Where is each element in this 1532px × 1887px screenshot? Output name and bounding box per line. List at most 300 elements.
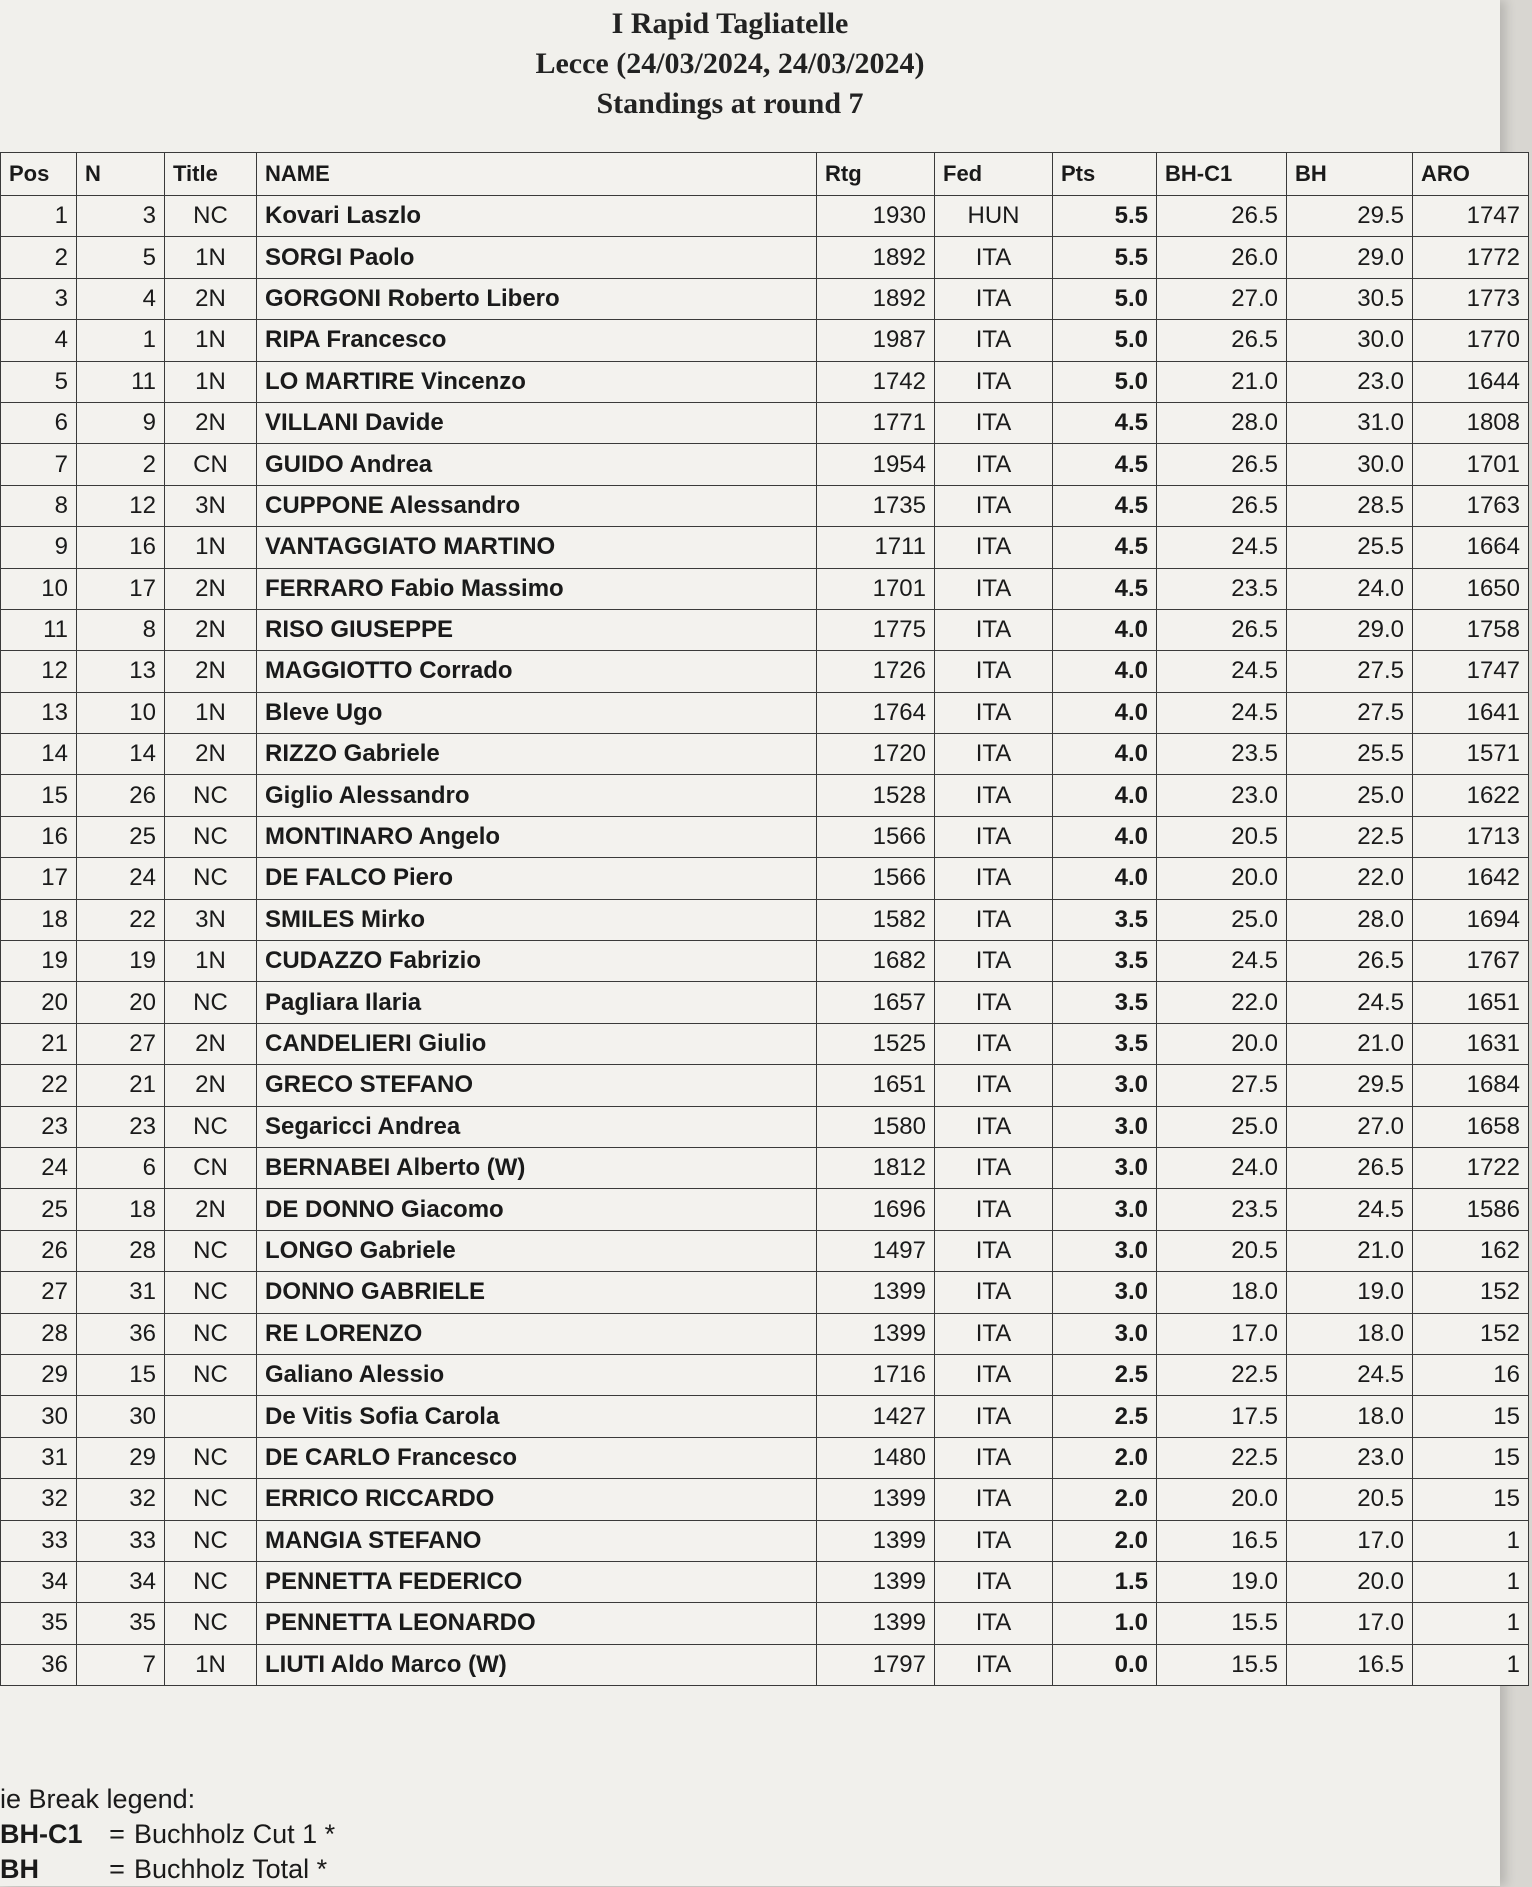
cell-bh: 28.0 bbox=[1287, 899, 1413, 940]
cell-fed: ITA bbox=[935, 237, 1053, 278]
cell-name: FERRARO Fabio Massimo bbox=[257, 568, 817, 609]
cell-pos: 5 bbox=[1, 361, 77, 402]
table-row bbox=[1, 982, 1529, 1023]
col-header-pos: Pos bbox=[1, 153, 77, 196]
cell-pts: 3.0 bbox=[1053, 1230, 1157, 1271]
cell-name: DE DONNO Giacomo bbox=[257, 1189, 817, 1230]
cell-name: VANTAGGIATO MARTINO bbox=[257, 527, 817, 568]
cell-n: 24 bbox=[77, 858, 165, 899]
cell-bh-c1: 22.5 bbox=[1157, 1437, 1287, 1478]
cell-n: 33 bbox=[77, 1520, 165, 1561]
cell-fed: ITA bbox=[935, 609, 1053, 650]
legend-item bbox=[0, 1852, 335, 1887]
cell-aro: 15 bbox=[1413, 1396, 1529, 1437]
cell-pts: 2.5 bbox=[1053, 1396, 1157, 1437]
table-row bbox=[1, 1396, 1529, 1437]
cell-aro: 162 bbox=[1413, 1230, 1529, 1271]
cell-pos: 31 bbox=[1, 1437, 77, 1478]
cell-fed: ITA bbox=[935, 1189, 1053, 1230]
cell-n: 22 bbox=[77, 899, 165, 940]
table-row bbox=[1, 1437, 1529, 1478]
cell-pos: 27 bbox=[1, 1272, 77, 1313]
cell-rtg: 1682 bbox=[817, 941, 935, 982]
cell-name: DONNO GABRIELE bbox=[257, 1272, 817, 1313]
cell-fed: ITA bbox=[935, 734, 1053, 775]
cell-rtg: 1726 bbox=[817, 651, 935, 692]
cell-n: 35 bbox=[77, 1603, 165, 1644]
col-header-aro: ARO bbox=[1413, 153, 1529, 196]
cell-fed: ITA bbox=[935, 444, 1053, 485]
col-header-title: Title bbox=[165, 153, 257, 196]
cell-title bbox=[165, 1396, 257, 1437]
cell-bh: 29.0 bbox=[1287, 237, 1413, 278]
cell-aro: 1 bbox=[1413, 1561, 1529, 1602]
cell-title: 2N bbox=[165, 1023, 257, 1064]
cell-name: GORGONI Roberto Libero bbox=[257, 278, 817, 319]
cell-bh: 23.0 bbox=[1287, 361, 1413, 402]
cell-bh: 27.5 bbox=[1287, 692, 1413, 733]
cell-n: 23 bbox=[77, 1106, 165, 1147]
cell-pts: 3.5 bbox=[1053, 899, 1157, 940]
cell-pts: 5.5 bbox=[1053, 196, 1157, 237]
cell-rtg: 1701 bbox=[817, 568, 935, 609]
cell-pts: 4.5 bbox=[1053, 444, 1157, 485]
cell-n: 16 bbox=[77, 527, 165, 568]
cell-rtg: 1892 bbox=[817, 237, 935, 278]
table-row bbox=[1, 527, 1529, 568]
table-row bbox=[1, 1520, 1529, 1561]
cell-n: 34 bbox=[77, 1561, 165, 1602]
cell-bh-c1: 27.5 bbox=[1157, 1065, 1287, 1106]
cell-pts: 4.0 bbox=[1053, 609, 1157, 650]
cell-bh-c1: 20.5 bbox=[1157, 816, 1287, 857]
cell-pos: 4 bbox=[1, 320, 77, 361]
cell-rtg: 1892 bbox=[817, 278, 935, 319]
cell-pts: 4.5 bbox=[1053, 485, 1157, 526]
table-row bbox=[1, 568, 1529, 609]
cell-name: CANDELIERI Giulio bbox=[257, 1023, 817, 1064]
table-row bbox=[1, 1479, 1529, 1520]
cell-name: GUIDO Andrea bbox=[257, 444, 817, 485]
cell-n: 17 bbox=[77, 568, 165, 609]
cell-n: 11 bbox=[77, 361, 165, 402]
cell-rtg: 1399 bbox=[817, 1603, 935, 1644]
cell-pts: 4.0 bbox=[1053, 734, 1157, 775]
cell-aro: 1 bbox=[1413, 1603, 1529, 1644]
cell-aro: 1651 bbox=[1413, 982, 1529, 1023]
cell-name: RISO GIUSEPPE bbox=[257, 609, 817, 650]
table-row bbox=[1, 899, 1529, 940]
cell-name: LONGO Gabriele bbox=[257, 1230, 817, 1271]
cell-bh-c1: 23.5 bbox=[1157, 1189, 1287, 1230]
cell-bh-c1: 17.5 bbox=[1157, 1396, 1287, 1437]
cell-bh: 23.0 bbox=[1287, 1437, 1413, 1478]
cell-n: 19 bbox=[77, 941, 165, 982]
tournament-title: I Rapid Tagliatelle bbox=[611, 7, 849, 40]
cell-n: 10 bbox=[77, 692, 165, 733]
cell-pos: 28 bbox=[1, 1313, 77, 1354]
cell-title: 2N bbox=[165, 609, 257, 650]
cell-name: LO MARTIRE Vincenzo bbox=[257, 361, 817, 402]
cell-title: 2N bbox=[165, 278, 257, 319]
cell-bh: 30.5 bbox=[1287, 278, 1413, 319]
cell-pos: 9 bbox=[1, 527, 77, 568]
cell-rtg: 1771 bbox=[817, 402, 935, 443]
cell-bh-c1: 24.0 bbox=[1157, 1147, 1287, 1188]
cell-title: 1N bbox=[165, 320, 257, 361]
cell-bh-c1: 18.0 bbox=[1157, 1272, 1287, 1313]
table-row bbox=[1, 816, 1529, 857]
cell-name: BERNABEI Alberto (W) bbox=[257, 1147, 817, 1188]
cell-pos: 8 bbox=[1, 485, 77, 526]
cell-pts: 2.0 bbox=[1053, 1437, 1157, 1478]
table-row bbox=[1, 278, 1529, 319]
cell-pos: 34 bbox=[1, 1561, 77, 1602]
cell-title: NC bbox=[165, 816, 257, 857]
cell-n: 12 bbox=[77, 485, 165, 526]
cell-n: 8 bbox=[77, 609, 165, 650]
cell-fed: ITA bbox=[935, 1147, 1053, 1188]
cell-pts: 3.0 bbox=[1053, 1272, 1157, 1313]
cell-pos: 33 bbox=[1, 1520, 77, 1561]
cell-fed: ITA bbox=[935, 1106, 1053, 1147]
cell-pos: 18 bbox=[1, 899, 77, 940]
cell-rtg: 1399 bbox=[817, 1561, 935, 1602]
cell-fed: ITA bbox=[935, 1520, 1053, 1561]
cell-n: 13 bbox=[77, 651, 165, 692]
cell-n: 6 bbox=[77, 1147, 165, 1188]
cell-bh: 25.5 bbox=[1287, 527, 1413, 568]
col-header-bh: BH bbox=[1287, 153, 1413, 196]
cell-pos: 32 bbox=[1, 1479, 77, 1520]
cell-fed: ITA bbox=[935, 775, 1053, 816]
cell-n: 32 bbox=[77, 1479, 165, 1520]
cell-title: 1N bbox=[165, 527, 257, 568]
cell-bh: 22.0 bbox=[1287, 858, 1413, 899]
legend-item bbox=[0, 1817, 335, 1852]
cell-aro: 1773 bbox=[1413, 278, 1529, 319]
cell-aro: 1 bbox=[1413, 1644, 1529, 1685]
standings-subtitle: Standings at round 7 bbox=[596, 87, 864, 120]
table-row bbox=[1, 775, 1529, 816]
cell-title: NC bbox=[165, 1603, 257, 1644]
cell-pos: 19 bbox=[1, 941, 77, 982]
standings-table bbox=[0, 152, 1529, 1686]
legend-title: ie Break legend: bbox=[0, 1784, 196, 1814]
cell-pts: 3.5 bbox=[1053, 1023, 1157, 1064]
table-row bbox=[1, 1354, 1529, 1395]
cell-bh: 31.0 bbox=[1287, 402, 1413, 443]
cell-pos: 24 bbox=[1, 1147, 77, 1188]
cell-name: Galiano Alessio bbox=[257, 1354, 817, 1395]
cell-pts: 1.5 bbox=[1053, 1561, 1157, 1602]
cell-bh-c1: 26.5 bbox=[1157, 320, 1287, 361]
cell-fed: ITA bbox=[935, 899, 1053, 940]
cell-rtg: 1525 bbox=[817, 1023, 935, 1064]
cell-bh: 22.5 bbox=[1287, 816, 1413, 857]
cell-name: PENNETTA FEDERICO bbox=[257, 1561, 817, 1602]
cell-bh-c1: 25.0 bbox=[1157, 1106, 1287, 1147]
cell-n: 27 bbox=[77, 1023, 165, 1064]
cell-fed: ITA bbox=[935, 1065, 1053, 1106]
cell-bh: 20.5 bbox=[1287, 1479, 1413, 1520]
cell-bh: 21.0 bbox=[1287, 1230, 1413, 1271]
cell-bh: 27.5 bbox=[1287, 651, 1413, 692]
table-row bbox=[1, 402, 1529, 443]
cell-pos: 6 bbox=[1, 402, 77, 443]
cell-aro: 16 bbox=[1413, 1354, 1529, 1395]
col-header-pts: Pts bbox=[1053, 153, 1157, 196]
cell-name: RIZZO Gabriele bbox=[257, 734, 817, 775]
cell-fed: ITA bbox=[935, 816, 1053, 857]
cell-pts: 4.5 bbox=[1053, 568, 1157, 609]
cell-bh: 30.0 bbox=[1287, 444, 1413, 485]
standings-body bbox=[1, 196, 1529, 1686]
cell-bh: 28.5 bbox=[1287, 485, 1413, 526]
cell-fed: ITA bbox=[935, 692, 1053, 733]
cell-title: 2N bbox=[165, 402, 257, 443]
cell-name: SORGI Paolo bbox=[257, 237, 817, 278]
cell-bh: 18.0 bbox=[1287, 1396, 1413, 1437]
cell-title: 2N bbox=[165, 1065, 257, 1106]
cell-aro: 1767 bbox=[1413, 941, 1529, 982]
cell-name: DE FALCO Piero bbox=[257, 858, 817, 899]
cell-pts: 5.0 bbox=[1053, 361, 1157, 402]
cell-rtg: 1651 bbox=[817, 1065, 935, 1106]
cell-bh-c1: 23.0 bbox=[1157, 775, 1287, 816]
cell-n: 4 bbox=[77, 278, 165, 319]
cell-pts: 4.0 bbox=[1053, 651, 1157, 692]
cell-bh-c1: 26.0 bbox=[1157, 237, 1287, 278]
cell-pos: 11 bbox=[1, 609, 77, 650]
cell-pts: 3.5 bbox=[1053, 982, 1157, 1023]
cell-aro: 152 bbox=[1413, 1313, 1529, 1354]
cell-aro: 15 bbox=[1413, 1479, 1529, 1520]
cell-bh: 18.0 bbox=[1287, 1313, 1413, 1354]
table-row bbox=[1, 692, 1529, 733]
cell-bh: 26.5 bbox=[1287, 1147, 1413, 1188]
cell-bh-c1: 16.5 bbox=[1157, 1520, 1287, 1561]
cell-title: NC bbox=[165, 775, 257, 816]
cell-name: CUDAZZO Fabrizio bbox=[257, 941, 817, 982]
cell-fed: ITA bbox=[935, 402, 1053, 443]
cell-bh: 29.0 bbox=[1287, 609, 1413, 650]
cell-fed: ITA bbox=[935, 1437, 1053, 1478]
cell-pts: 4.5 bbox=[1053, 527, 1157, 568]
cell-bh-c1: 17.0 bbox=[1157, 1313, 1287, 1354]
cell-n: 20 bbox=[77, 982, 165, 1023]
cell-name: DE CARLO Francesco bbox=[257, 1437, 817, 1478]
cell-rtg: 1930 bbox=[817, 196, 935, 237]
cell-bh: 21.0 bbox=[1287, 1023, 1413, 1064]
cell-aro: 1664 bbox=[1413, 527, 1529, 568]
cell-bh: 17.0 bbox=[1287, 1603, 1413, 1644]
table-row bbox=[1, 1065, 1529, 1106]
cell-aro: 1650 bbox=[1413, 568, 1529, 609]
cell-title: 3N bbox=[165, 485, 257, 526]
cell-bh: 20.0 bbox=[1287, 1561, 1413, 1602]
cell-bh: 29.5 bbox=[1287, 1065, 1413, 1106]
cell-n: 15 bbox=[77, 1354, 165, 1395]
cell-rtg: 1720 bbox=[817, 734, 935, 775]
cell-n: 5 bbox=[77, 237, 165, 278]
cell-bh-c1: 26.5 bbox=[1157, 444, 1287, 485]
cell-rtg: 1399 bbox=[817, 1479, 935, 1520]
cell-title: CN bbox=[165, 1147, 257, 1188]
cell-bh: 24.5 bbox=[1287, 1189, 1413, 1230]
cell-name: Kovari Laszlo bbox=[257, 196, 817, 237]
cell-rtg: 1812 bbox=[817, 1147, 935, 1188]
cell-title: NC bbox=[165, 1479, 257, 1520]
cell-bh: 27.0 bbox=[1287, 1106, 1413, 1147]
cell-pos: 13 bbox=[1, 692, 77, 733]
cell-rtg: 1497 bbox=[817, 1230, 935, 1271]
cell-fed: ITA bbox=[935, 1230, 1053, 1271]
cell-n: 29 bbox=[77, 1437, 165, 1478]
cell-aro: 1684 bbox=[1413, 1065, 1529, 1106]
cell-fed: ITA bbox=[935, 568, 1053, 609]
cell-pos: 21 bbox=[1, 1023, 77, 1064]
cell-rtg: 1696 bbox=[817, 1189, 935, 1230]
cell-fed: HUN bbox=[935, 196, 1053, 237]
cell-title: NC bbox=[165, 1437, 257, 1478]
cell-pts: 4.0 bbox=[1053, 816, 1157, 857]
table-row bbox=[1, 734, 1529, 775]
col-header-bh-c1: BH-C1 bbox=[1157, 153, 1287, 196]
cell-aro: 1808 bbox=[1413, 402, 1529, 443]
cell-title: NC bbox=[165, 1313, 257, 1354]
cell-name: SMILES Mirko bbox=[257, 899, 817, 940]
cell-pos: 35 bbox=[1, 1603, 77, 1644]
cell-bh: 16.5 bbox=[1287, 1644, 1413, 1685]
cell-fed: ITA bbox=[935, 361, 1053, 402]
cell-name: Pagliara Ilaria bbox=[257, 982, 817, 1023]
cell-pts: 4.0 bbox=[1053, 692, 1157, 733]
cell-title: NC bbox=[165, 1230, 257, 1271]
cell-title: NC bbox=[165, 1520, 257, 1561]
cell-aro: 1644 bbox=[1413, 361, 1529, 402]
cell-pts: 1.0 bbox=[1053, 1603, 1157, 1644]
cell-pts: 2.0 bbox=[1053, 1520, 1157, 1561]
cell-aro: 1772 bbox=[1413, 237, 1529, 278]
cell-pts: 3.0 bbox=[1053, 1147, 1157, 1188]
table-row bbox=[1, 1561, 1529, 1602]
cell-fed: ITA bbox=[935, 1396, 1053, 1437]
cell-n: 1 bbox=[77, 320, 165, 361]
cell-pos: 23 bbox=[1, 1106, 77, 1147]
cell-title: 1N bbox=[165, 692, 257, 733]
cell-pts: 4.0 bbox=[1053, 858, 1157, 899]
cell-pts: 3.0 bbox=[1053, 1313, 1157, 1354]
legend-abbr: BH bbox=[0, 1854, 39, 1884]
cell-fed: ITA bbox=[935, 1354, 1053, 1395]
cell-pos: 22 bbox=[1, 1065, 77, 1106]
cell-bh-c1: 19.0 bbox=[1157, 1561, 1287, 1602]
cell-rtg: 1399 bbox=[817, 1313, 935, 1354]
cell-pos: 29 bbox=[1, 1354, 77, 1395]
cell-bh: 24.5 bbox=[1287, 1354, 1413, 1395]
cell-bh: 26.5 bbox=[1287, 941, 1413, 982]
legend-equals: = bbox=[109, 1854, 125, 1884]
cell-rtg: 1399 bbox=[817, 1520, 935, 1561]
cell-pts: 3.0 bbox=[1053, 1065, 1157, 1106]
cell-aro: 1713 bbox=[1413, 816, 1529, 857]
cell-rtg: 1566 bbox=[817, 816, 935, 857]
table-row bbox=[1, 1603, 1529, 1644]
cell-pos: 3 bbox=[1, 278, 77, 319]
tournament-location: Lecce (24/03/2024, 24/03/2024) bbox=[535, 47, 925, 80]
cell-aro: 1763 bbox=[1413, 485, 1529, 526]
table-row bbox=[1, 1230, 1529, 1271]
cell-rtg: 1657 bbox=[817, 982, 935, 1023]
cell-n: 3 bbox=[77, 196, 165, 237]
cell-n: 36 bbox=[77, 1313, 165, 1354]
table-row bbox=[1, 1147, 1529, 1188]
cell-rtg: 1775 bbox=[817, 609, 935, 650]
cell-fed: ITA bbox=[935, 1644, 1053, 1685]
cell-pos: 20 bbox=[1, 982, 77, 1023]
legend-text: Buchholz Total * bbox=[134, 1854, 328, 1884]
cell-aro: 1641 bbox=[1413, 692, 1529, 733]
cell-bh-c1: 23.5 bbox=[1157, 568, 1287, 609]
cell-pos: 2 bbox=[1, 237, 77, 278]
table-row bbox=[1, 320, 1529, 361]
cell-name: VILLANI Davide bbox=[257, 402, 817, 443]
cell-n: 28 bbox=[77, 1230, 165, 1271]
cell-name: CUPPONE Alessandro bbox=[257, 485, 817, 526]
cell-rtg: 1764 bbox=[817, 692, 935, 733]
table-row bbox=[1, 237, 1529, 278]
cell-bh-c1: 24.5 bbox=[1157, 941, 1287, 982]
cell-aro: 1747 bbox=[1413, 651, 1529, 692]
cell-fed: ITA bbox=[935, 527, 1053, 568]
cell-pts: 5.0 bbox=[1053, 320, 1157, 361]
cell-pts: 5.5 bbox=[1053, 237, 1157, 278]
cell-title: NC bbox=[165, 858, 257, 899]
table-row bbox=[1, 444, 1529, 485]
cell-rtg: 1580 bbox=[817, 1106, 935, 1147]
cell-title: 2N bbox=[165, 651, 257, 692]
cell-rtg: 1742 bbox=[817, 361, 935, 402]
table-row bbox=[1, 1189, 1529, 1230]
cell-rtg: 1480 bbox=[817, 1437, 935, 1478]
cell-aro: 15 bbox=[1413, 1437, 1529, 1478]
cell-pts: 3.0 bbox=[1053, 1106, 1157, 1147]
cell-pos: 16 bbox=[1, 816, 77, 857]
cell-aro: 1622 bbox=[1413, 775, 1529, 816]
cell-bh-c1: 20.0 bbox=[1157, 1479, 1287, 1520]
cell-bh-c1: 15.5 bbox=[1157, 1603, 1287, 1644]
cell-bh-c1: 24.5 bbox=[1157, 692, 1287, 733]
document-heading bbox=[0, 4, 1460, 124]
cell-bh-c1: 26.5 bbox=[1157, 485, 1287, 526]
table-row bbox=[1, 651, 1529, 692]
cell-pos: 14 bbox=[1, 734, 77, 775]
cell-title: 2N bbox=[165, 734, 257, 775]
col-header-name: NAME bbox=[257, 153, 817, 196]
cell-title: NC bbox=[165, 1354, 257, 1395]
legend-abbr: BH-C1 bbox=[0, 1819, 83, 1849]
cell-n: 14 bbox=[77, 734, 165, 775]
cell-name: Bleve Ugo bbox=[257, 692, 817, 733]
cell-aro: 1722 bbox=[1413, 1147, 1529, 1188]
cell-name: De Vitis Sofia Carola bbox=[257, 1396, 817, 1437]
cell-bh-c1: 20.5 bbox=[1157, 1230, 1287, 1271]
table-row bbox=[1, 1106, 1529, 1147]
table-row bbox=[1, 1313, 1529, 1354]
cell-name: ERRICO RICCARDO bbox=[257, 1479, 817, 1520]
cell-n: 18 bbox=[77, 1189, 165, 1230]
